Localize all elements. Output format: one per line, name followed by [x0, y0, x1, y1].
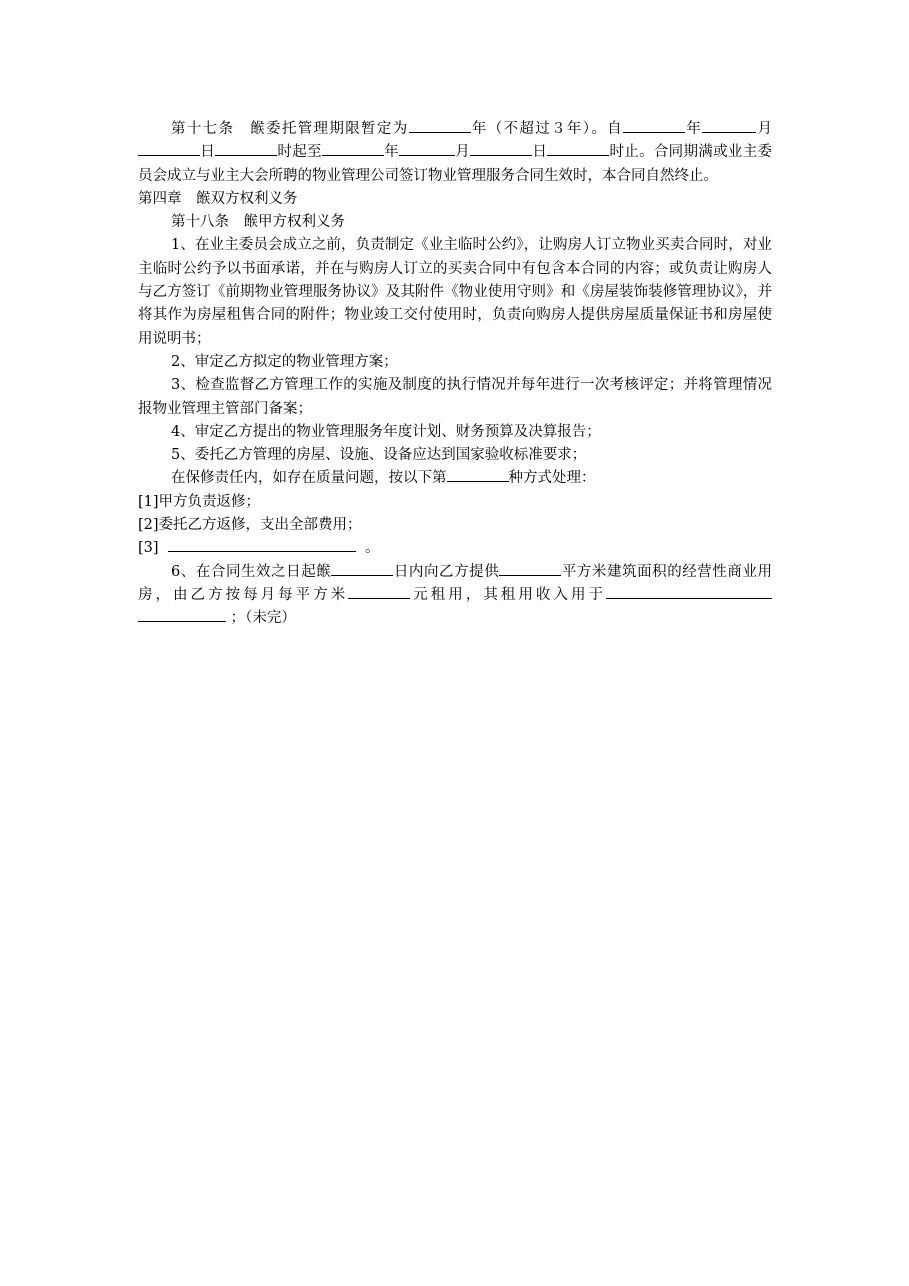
- article-17-text: 年: [383, 144, 399, 161]
- article-17-text: 年: [685, 121, 703, 137]
- option-1: [1]甲方负责返修；: [138, 493, 261, 510]
- article-17-text: 第十七条 餱委托管理期限暂定为: [171, 121, 409, 137]
- end-day-blank: [470, 141, 532, 156]
- warranty-text: 在保修责任内，如存在质量问题，按以下第: [171, 470, 447, 487]
- item-6-text: 元租用，其租用收入用于: [410, 586, 606, 603]
- option-3-blank: [168, 537, 356, 552]
- article-17-text: 时起至: [277, 144, 322, 161]
- item-6-text: ；（未完）: [230, 610, 296, 627]
- article-17-text: 月: [756, 121, 773, 137]
- contract-page: [138, 118, 772, 631]
- rent-usage-blank: [606, 584, 772, 599]
- option-3-end: 。: [364, 540, 380, 557]
- article-17-text: 日: [200, 144, 216, 161]
- end-year-blank: [322, 141, 384, 156]
- option-3-label: [3]: [138, 540, 159, 557]
- start-year-blank: [623, 118, 685, 133]
- article-17-text: 日: [532, 144, 548, 161]
- item-6-text: 日内向乙方提供: [393, 563, 500, 580]
- end-month-blank: [399, 141, 455, 156]
- start-hour-blank: [215, 141, 277, 156]
- option-2: [2]委托乙方返修，支出全部费用；: [138, 517, 362, 534]
- item-1-paragraph: 1、在业主委员会成立之前，负责制定《业主临时公约》，让购房人订立物业买卖合同时，对业主临时公约予以书面承诺，并在与购房人订立的买卖合同中有包含本合同的内容；或负责让购房人与乙方签订《前期物业管理服务协议》及其附件《物业使用守则》和《房屋装饰装修管理协议》，并将其作为房屋租售合同的附件；物业竣工交付使用时，负责向购房人提供房屋质量保证书和房屋使用说明书；: [138, 237, 772, 347]
- item-6-text: 6、在合同生效之日起餱: [171, 563, 332, 580]
- rent-blank: [348, 584, 410, 599]
- article-17-paragraph: [138, 118, 772, 188]
- article-17-text: 年（不超过３年）。自: [470, 121, 623, 137]
- article-18-heading: 第十八条 餱甲方权利义务: [171, 214, 345, 231]
- start-day-blank: [138, 141, 200, 156]
- item-5-paragraph: 5、委托乙方管理的房屋、设施、设备应达到国家验收标准要求；: [171, 447, 587, 464]
- area-blank: [499, 561, 561, 576]
- rent-usage-blank-continued: [138, 607, 226, 622]
- item-6-paragraph: [138, 561, 772, 631]
- days-blank: [331, 561, 393, 576]
- item-2-paragraph: 2、审定乙方拟定的物业管理方案；: [171, 353, 398, 370]
- article-17-text: 时止。合同期满或业主委员会成立与业主大会所聘的物业管理公司签订物业管理服务合同生效时，本合同自然终止。: [138, 144, 773, 184]
- item-6-text: 平方米建筑面积的经营性商业用房，由乙方按每月每平方米: [138, 563, 773, 603]
- item-3-paragraph: 3、检查监督乙方管理工作的实施及制度的执行情况并每年进行一次考核评定；并将管理情况报物业管理主管部门备案；: [138, 377, 772, 417]
- warranty-paragraph: [138, 467, 772, 490]
- start-month-blank: [702, 118, 756, 133]
- option-3: [138, 537, 772, 560]
- chapter-4-heading: 第四章 餱双方权利义务: [138, 190, 298, 207]
- end-hour-blank: [547, 141, 609, 156]
- article-17-text: 月: [454, 144, 471, 161]
- warranty-option-blank: [447, 467, 509, 482]
- item-4-paragraph: 4、审定乙方提出的物业管理服务年度计划、财务预算及决算报告；: [171, 423, 601, 440]
- term-years-blank: [409, 118, 471, 133]
- warranty-text: 种方式处理：: [508, 470, 596, 487]
